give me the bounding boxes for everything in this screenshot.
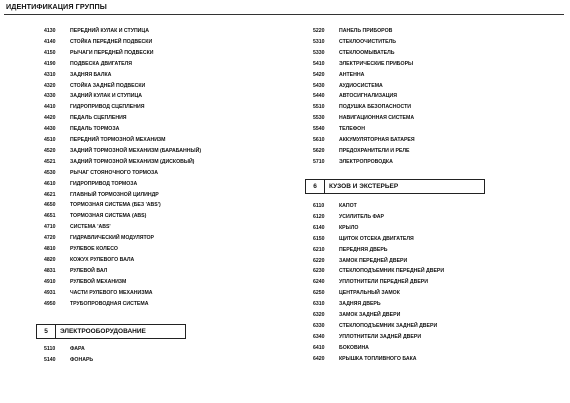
group-description: РУЛЕВОЙ МЕХАНИЗМ <box>70 278 127 285</box>
group-code: 4910 <box>44 278 56 285</box>
group-description: СТЕКЛОПОДЪЕМНИК ЗАДНЕЙ ДВЕРИ <box>339 322 438 329</box>
group-description: ЭЛЕКТРОПРОВОДКА <box>339 158 393 165</box>
group-description: СТЕКЛОПОДЪЕМНИК ПЕРЕДНЕЙ ДВЕРИ <box>339 268 445 275</box>
group-code: 5430 <box>313 82 325 89</box>
page-title: ИДЕНТИФИКАЦИЯ ГРУППЫ <box>6 2 107 11</box>
group-description: СТОЙКА ПЕРЕДНЕЙ ПОДВЕСКИ <box>70 38 153 45</box>
group-description: ПЕДАЛЬ ТОРМОЗА <box>70 126 120 133</box>
group-description: ГИДРОПРИВОД СЦЕПЛЕНИЯ <box>70 104 145 111</box>
group-code: 4651 <box>44 213 56 220</box>
group-code: 5530 <box>313 115 325 122</box>
group-code: 6330 <box>313 322 325 329</box>
group-description: УСИЛИТЕЛЬ ФАР <box>339 213 385 220</box>
group-code: 4330 <box>44 93 56 100</box>
group-description: ЗАМОК ЗАДНЕЙ ДВЕРИ <box>339 312 401 318</box>
group-description: УПЛОТНИТЕЛИ ЗАДНЕЙ ДВЕРИ <box>339 333 422 340</box>
group-description: ТРУБОПРОВОДНАЯ СИСТЕМА <box>70 300 149 307</box>
group-code: 5310 <box>313 38 325 45</box>
group-code: 6110 <box>313 203 325 209</box>
group-code: 6150 <box>313 235 325 242</box>
group-code: 6250 <box>313 290 325 297</box>
group-code: 4320 <box>44 82 56 89</box>
group-description: КОЖУХ РУЛЕВОГО ВАЛА <box>70 256 135 263</box>
group-description: ЗАДНИЙ ТОРМОЗНОЙ МЕХАНИЗМ (БАРАБАННЫЙ) <box>70 147 202 154</box>
group-description: ЗАДНИЙ ТОРМОЗНОЙ МЕХАНИЗМ (ДИСКОВЫЙ) <box>70 158 195 165</box>
group-description: ЗАМОК ПЕРЕДНЕЙ ДВЕРИ <box>339 257 408 264</box>
group-description: СТОЙКА ЗАДНЕЙ ПОДВЕСКИ <box>70 82 146 89</box>
group-description: РУЛЕВОЙ ВАЛ <box>70 267 108 274</box>
group-code: 5140 <box>44 356 56 363</box>
group-code: 5510 <box>313 104 325 111</box>
group-code: 5410 <box>313 60 325 67</box>
group-description: ГИДРАВЛИЧЕСКИЙ МОДУЛЯТОР <box>70 235 154 242</box>
group-code: 5620 <box>313 147 325 154</box>
group-description: ЦЕНТРАЛЬНЫЙ ЗАМОК <box>339 290 400 297</box>
group-description: АВТОСИГНАЛИЗАЦИЯ <box>339 93 397 100</box>
group-code: 4521 <box>44 158 56 165</box>
group-description: АУДИОСИСТЕМА <box>339 82 383 89</box>
group-description: СТЕКЛООЧИСТИТЕЛЬ <box>339 38 397 45</box>
group-code: 4420 <box>44 115 56 122</box>
group-description: ЗАДНИЙ КУЛАК И СТУПИЦА <box>70 93 143 100</box>
group-code: 4621 <box>44 191 56 198</box>
group-description: КРЫЛО <box>339 224 359 231</box>
group-code: 4190 <box>44 60 56 67</box>
group-description: ЗАДНЯЯ ДВЕРЬ <box>339 301 381 308</box>
group-code: 6240 <box>313 279 325 286</box>
group-code: 6410 <box>313 344 325 351</box>
group-code: 4430 <box>44 126 56 133</box>
group-code: 6230 <box>313 268 325 275</box>
group-description: ПЕРЕДНЯЯ ДВЕРЬ <box>339 246 388 253</box>
group-description: БОКОВИНА <box>339 344 369 351</box>
group-code: 4831 <box>44 267 56 274</box>
section-number: 6 <box>306 180 325 193</box>
group-code: 6210 <box>313 246 325 253</box>
group-description: ФОНАРЬ <box>70 356 94 363</box>
group-code: 5610 <box>313 137 325 143</box>
group-description: КРЫШКА ТОПЛИВНОГО БАКА <box>339 355 417 362</box>
group-code: 4820 <box>44 256 56 263</box>
group-code: 6310 <box>313 301 325 308</box>
group-code: 4810 <box>44 246 56 252</box>
group-description: КАПОТ <box>339 203 357 209</box>
group-code: 4310 <box>44 71 56 78</box>
group-code: 5420 <box>313 71 325 78</box>
group-description: СИСТЕМА 'ABS' <box>70 224 111 231</box>
group-description: ЗАДНЯЯ БАЛКА <box>70 71 112 78</box>
section-title: КУЗОВ И ЭКСТЕРЬЕР <box>329 183 399 190</box>
group-description: РУЛЕВОЕ КОЛЕСО <box>70 246 118 252</box>
group-description: ТЕЛЕФОН <box>339 126 365 133</box>
group-description: НАВИГАЦИОННАЯ СИСТЕМА <box>339 115 415 122</box>
section-number: 5 <box>37 325 56 338</box>
group-code: 5110 <box>44 346 56 352</box>
section-title: ЭЛЕКТРООБОРУДОВАНИЕ <box>60 328 146 335</box>
group-description: РЫЧАГ СТОЯНОЧНОГО ТОРМОЗА <box>70 169 159 176</box>
group-code: 4150 <box>44 49 56 56</box>
group-code: 5440 <box>313 93 325 100</box>
group-code: 4610 <box>44 180 56 187</box>
group-description: ЧАСТИ РУЛЕВОГО МЕХАНИЗМА <box>70 289 153 296</box>
group-code: 4530 <box>44 169 56 176</box>
group-description: УПЛОТНИТЕЛИ ПЕРЕДНЕЙ ДВЕРИ <box>339 279 428 286</box>
group-code: 6320 <box>313 312 325 318</box>
group-description: ТОРМОЗНАЯ СИСТЕМА (ABS) <box>70 213 147 220</box>
group-code: 5540 <box>313 126 325 133</box>
group-code: 6220 <box>313 257 325 264</box>
group-code: 5710 <box>313 158 325 165</box>
group-code: 5220 <box>313 28 325 34</box>
group-description: ПОДВЕСКА ДВИГАТЕЛЯ <box>70 60 132 67</box>
group-code: 6140 <box>313 224 325 231</box>
group-code: 4510 <box>44 137 56 143</box>
group-code: 4520 <box>44 147 56 154</box>
group-description: ПАНЕЛЬ ПРИБОРОВ <box>339 28 393 34</box>
group-code: 6120 <box>313 213 325 220</box>
group-code: 4130 <box>44 28 56 34</box>
section-header <box>305 179 485 194</box>
group-description: ЩИТОК ОТСЕКА ДВИГАТЕЛЯ <box>339 235 414 242</box>
group-description: ПЕРЕДНИЙ ТОРМОЗНОЙ МЕХАНИЗМ <box>70 137 166 143</box>
group-description: ПРЕДОХРАНИТЕЛИ И РЕЛЕ <box>339 147 410 154</box>
group-code: 4720 <box>44 235 56 242</box>
group-description: ФАРА <box>70 346 85 352</box>
group-description: ЭЛЕКТРИЧЕСКИЕ ПРИБОРЫ <box>339 60 414 67</box>
group-code: 6420 <box>313 355 325 362</box>
group-code: 4710 <box>44 224 56 231</box>
group-description: СТЕКЛООМЫВАТЕЛЬ <box>339 49 395 56</box>
group-description: АНТЕННА <box>339 71 365 78</box>
group-code: 4140 <box>44 38 56 45</box>
group-description: РЫЧАГИ ПЕРЕДНЕЙ ПОДВЕСКИ <box>70 49 154 56</box>
group-description: ГИДРОПРИВОД ТОРМОЗА <box>70 180 138 187</box>
group-description: ПЕРЕДНИЙ КУЛАК И СТУПИЦА <box>70 28 149 34</box>
group-code: 4410 <box>44 104 56 111</box>
group-description: ПЕДАЛЬ СЦЕПЛЕНИЯ <box>70 115 127 122</box>
group-code: 4931 <box>44 289 56 296</box>
group-description: АККУМУЛЯТОРНАЯ БАТАРЕЯ <box>339 137 415 143</box>
group-code: 4650 <box>44 202 56 209</box>
group-description: ПОДУШКА БЕЗОПАСНОСТИ <box>339 104 412 111</box>
group-code: 6340 <box>313 333 325 340</box>
group-code: 5330 <box>313 49 325 56</box>
group-description: ТОРМОЗНАЯ СИСТЕМА (БЕЗ 'ABS') <box>70 202 161 209</box>
group-code: 4950 <box>44 300 56 307</box>
group-description: ГЛАВНЫЙ ТОРМОЗНОЙ ЦИЛИНДР <box>70 191 159 198</box>
